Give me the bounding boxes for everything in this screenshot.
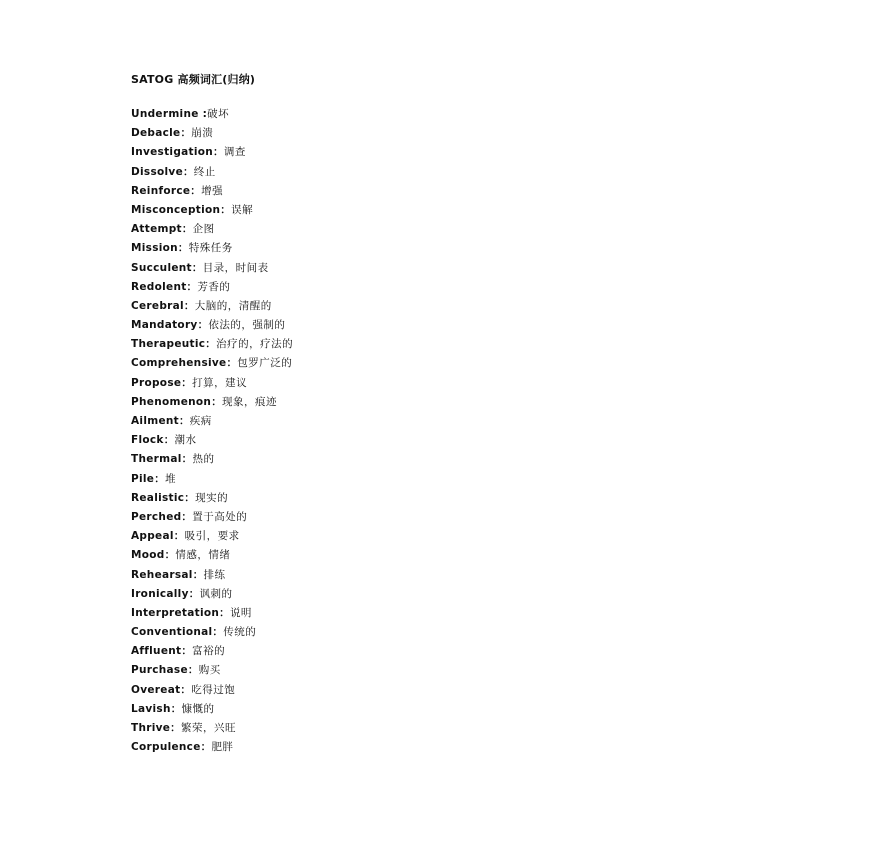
vocab-meaning: 终止 [193, 165, 216, 178]
vocab-entry [131, 220, 293, 239]
vocab-meaning: 置于高处的 [192, 510, 248, 523]
vocab-entry [131, 604, 293, 623]
vocab-meaning: 误解 [231, 203, 254, 216]
vocab-entry [131, 278, 293, 297]
vocab-term: Thermal： [131, 453, 193, 466]
vocab-term: Therapeutic： [131, 338, 217, 351]
vocab-meaning: 现实的 [195, 491, 229, 504]
vocab-term: Lavish： [131, 702, 182, 715]
vocab-term: Mood： [131, 549, 176, 562]
vocab-term: Propose： [131, 376, 193, 389]
vocab-meaning: 说明 [229, 606, 252, 619]
vocab-meaning: 富裕的 [192, 645, 226, 658]
vocab-entry [131, 470, 293, 489]
vocab-meaning: 现象，痕迹 [222, 395, 278, 408]
vocab-term: Realistic： [131, 491, 196, 504]
vocab-term: Redolent： [131, 280, 198, 293]
vocab-term: Cerebral： [131, 299, 195, 312]
vocab-meaning: 调查 [223, 146, 246, 159]
vocab-entry [131, 623, 293, 642]
vocab-term: Comprehensive： [131, 357, 238, 370]
vocab-entry [131, 642, 293, 661]
vocab-term: Misconception： [131, 203, 232, 216]
vocab-meaning: 讽刺的 [199, 587, 233, 600]
vocab-entry [131, 681, 293, 700]
vocab-entry [131, 393, 293, 412]
vocab-meaning: 吃得过饱 [191, 683, 236, 696]
vocab-entry [131, 335, 293, 354]
vocab-term: Conventional： [131, 626, 224, 639]
vocab-term: Attempt： [131, 223, 193, 236]
vocab-term: Ailment： [131, 415, 190, 427]
vocab-meaning: 堆 [165, 472, 177, 485]
vocab-entry [131, 431, 293, 450]
vocab-meaning: 购买 [198, 664, 221, 677]
vocab-meaning: 增强 [201, 184, 224, 197]
vocab-entry [131, 661, 293, 680]
vocab-meaning: 疾病 [189, 415, 212, 427]
vocab-meaning: 热的 [192, 453, 215, 466]
vocab-term: Perched： [131, 510, 193, 523]
vocab-entry [131, 259, 293, 278]
vocab-term: Appeal： [131, 530, 185, 543]
vocab-term: Pile： [131, 472, 166, 485]
vocab-entry [131, 527, 293, 546]
vocab-term: Dissolve： [131, 165, 194, 178]
vocab-meaning: 企图 [192, 223, 215, 236]
vocab-term: Debacle： [131, 127, 192, 140]
vocab-meaning: 芳香的 [197, 280, 231, 293]
vocab-term: Phenomenon： [131, 395, 223, 408]
vocab-entry [131, 297, 293, 316]
vocab-meaning: 肥胖 [211, 741, 234, 754]
vocab-meaning: 包罗广泛的 [237, 357, 293, 370]
vocab-entry [131, 105, 293, 124]
vocab-term: Corpulence： [131, 741, 212, 754]
vocab-meaning: 治疗的，疗法的 [216, 338, 294, 351]
vocab-entry [131, 585, 293, 604]
vocab-meaning: 破坏 [207, 108, 230, 120]
vocab-entry [131, 354, 293, 373]
vocab-entry [131, 489, 293, 508]
vocab-meaning: 慷慨的 [181, 702, 215, 715]
vocab-entry [131, 316, 293, 335]
vocab-term: Purchase： [131, 664, 199, 677]
vocab-meaning: 目录，时间表 [202, 261, 269, 274]
vocab-meaning: 传统的 [223, 626, 257, 639]
vocab-entry [131, 508, 293, 527]
vocab-term: Thrive： [131, 722, 181, 734]
vocab-entry [131, 546, 293, 565]
document-title: SATOG 高频词汇(归纳) [131, 73, 256, 86]
vocab-meaning: 情感，情绪 [175, 549, 231, 562]
vocab-meaning: 特殊任务 [188, 242, 233, 255]
vocab-term: Investigation： [131, 146, 224, 159]
vocab-term: Mandatory： [131, 319, 209, 332]
vocab-term: Overeat： [131, 683, 192, 696]
vocab-entry [131, 163, 293, 182]
vocab-term: Flock： [131, 434, 175, 447]
vocab-entry [131, 700, 293, 719]
vocab-entry [131, 738, 293, 757]
vocab-meaning: 排练 [203, 568, 226, 581]
vocab-meaning: 潮水 [174, 434, 197, 447]
vocab-entry [131, 124, 293, 143]
vocab-meaning: 繁荣，兴旺 [180, 722, 236, 734]
vocab-entry [131, 412, 293, 431]
vocab-entry [131, 450, 293, 469]
vocab-meaning: 依法的，强制的 [208, 319, 286, 332]
vocab-entry [131, 719, 293, 738]
vocab-term: Ironically： [131, 587, 200, 600]
vocab-term: Reinforce： [131, 184, 202, 197]
vocab-term: Interpretation： [131, 606, 230, 619]
vocab-entry [131, 566, 293, 585]
vocab-entry [131, 182, 293, 201]
vocab-entry [131, 374, 293, 393]
vocab-term: Succulent： [131, 261, 203, 274]
vocab-meaning: 崩溃 [191, 127, 214, 140]
vocab-meaning: 吸引，要求 [184, 530, 240, 543]
vocab-entry [131, 239, 293, 258]
vocab-term: Rehearsal： [131, 568, 204, 581]
vocab-entry [131, 143, 293, 162]
vocab-entry [131, 201, 293, 220]
vocabulary-list [131, 105, 293, 757]
vocab-meaning: 大脑的，清醒的 [194, 299, 272, 312]
vocab-term: Affluent： [131, 645, 193, 658]
vocab-term: Mission： [131, 242, 189, 255]
vocab-term: Undermine : [131, 108, 208, 120]
vocab-meaning: 打算，建议 [192, 376, 248, 389]
